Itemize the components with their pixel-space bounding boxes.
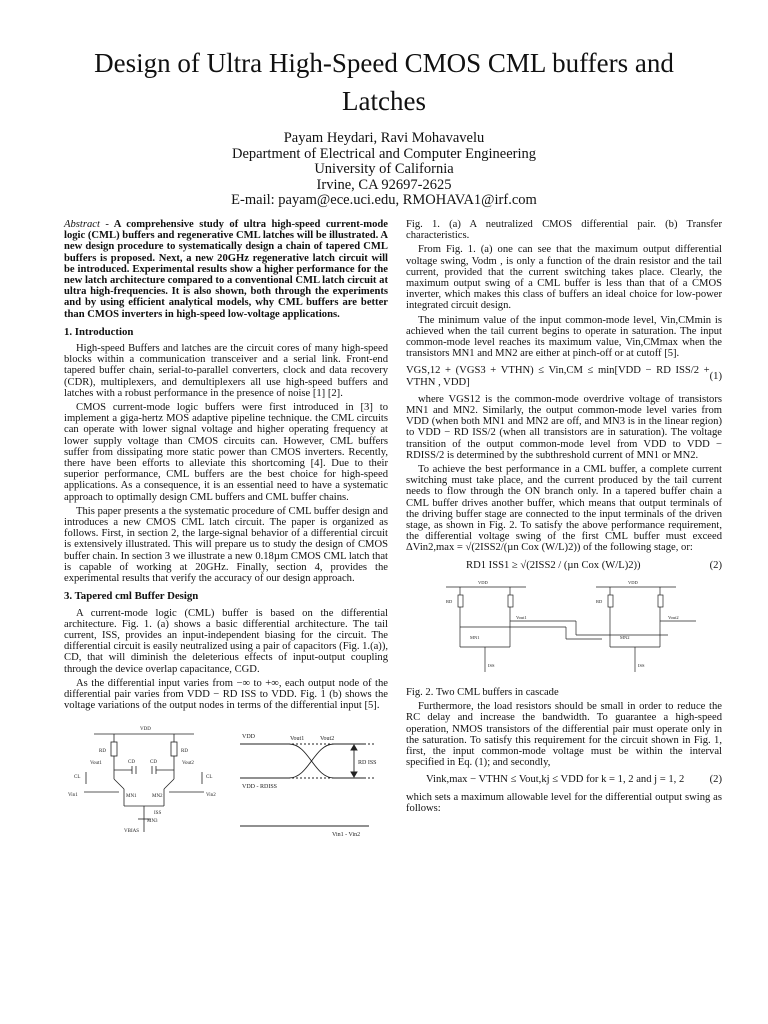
fig2-mn1-label: MN1 [470, 634, 480, 640]
fig1-cl-label: CL [74, 775, 81, 781]
equation-1-body: VGS,12 + (VGS3 + VTHN) ≤ Vin,CM ≤ min[VDD − RD ISS/2 + VTHN , VDD] [406, 365, 710, 388]
fig2-iss-label: ISS [488, 662, 495, 668]
fig2-vout1-label: Vout1 [516, 614, 527, 620]
fig2-iss-label: ISS [638, 662, 645, 668]
fig1-vdd-label: VDD [140, 727, 151, 733]
left-column [64, 219, 388, 844]
section-heading-introduction: 1. Introduction [64, 325, 134, 338]
equation-1 [406, 365, 722, 387]
equation-3 [406, 774, 722, 785]
equation-1-number: (1) [709, 371, 722, 383]
fig1-caption: Fig. 1. (a) A neutralized CMOS differential pair. (b) Transfer characteristics. [406, 219, 722, 242]
fig2-rd-label: RD [596, 598, 603, 604]
equation-2-body: RD1 ISS1 ≥ √(2ISS2 / (µn Cox (W/L)2)) [466, 559, 641, 571]
affiliation: Department of Electrical and Computer Engineering [232, 145, 536, 162]
fig1-mn2-label: MN2 [152, 794, 163, 800]
abstract-lead: Abstract - [64, 219, 109, 230]
fig2-rd-label: RD [446, 598, 453, 604]
equation-2-number: (2) [709, 559, 722, 571]
fig2-caption: Fig. 2. Two CML buffers in cascade [406, 686, 559, 698]
figure-1 [64, 714, 388, 844]
fig1-vin2-label: Vin2 [206, 793, 216, 799]
paragraph: where VGS12 is the common-mode overdrive voltage of transistors MN1 and MN2. Similarly, the output common-mode level varies from VDD (when both MN1 and MN2 are off, and MN3 is in the linear region) to VDD − RD ISS/2 (when all transistors are in saturation). The voltage transition of the output common-mode level from VDD to VDD − RDISS/2 is determined by the subthreshold current of MN1 or MN2. [406, 393, 722, 461]
right-column [406, 219, 722, 817]
fig1-cl-label: CL [206, 775, 213, 781]
fig1b-vout2-label: Vout2 [320, 736, 335, 743]
fig2-vdd-label: VDD [478, 579, 488, 585]
fig1-vbias-label: VBIAS [124, 829, 140, 835]
paragraph: As the differential input varies from −∞ to +∞, each output node of the differential pair varies from VDD − RD ISS to VDD. Fig. 1 (b) shows the voltage variations of the output nodes in terms of the differential input [5]. [64, 677, 388, 712]
figure-2 [406, 577, 722, 687]
fig2-vdd-label: VDD [628, 579, 638, 585]
fig2-vout2-label: Vout2 [668, 614, 679, 620]
figure-2-circuit [446, 587, 696, 672]
fig2-mn2-label: MN2 [620, 634, 630, 640]
paragraph: Furthermore, the load resistors should be small in order to reduce the RC delay and increase the bandwidth. To guarantee a high-speed operation, NMOS transistors of the differential pair must operate only in the saturation. To satisfy this requirement for the circuit shown in Fig. 1, first, the input common-mode voltage must be within the interval specified in Eq. (1); and secondly, [406, 701, 722, 769]
fig1-vout2-label: Vout2 [182, 761, 194, 767]
paragraph: This paper presents a the systematic procedure of CML buffer design and introduces a new CMOS CML latch circuit. The paper is organized as follows. First, in section 2, the large-signal behavior of a differential circuit is extensively illustrated. This will prepare us to study the design of CMOS buffer chain. In section 3 we illustrate a new 0.18µm CMOS CML latch that is capable of working at 20GHz. Finally, section 4, provides the experimental results that verify the accuracy of our design approach. [64, 505, 388, 585]
authors: Payam Heydari, Ravi Mohavavelu [283, 130, 485, 146]
fig1-iss-label: ISS [154, 811, 162, 817]
fig1-mn3-label: MN3 [147, 819, 158, 825]
fig1b-vout1-label: Vout1 [290, 736, 305, 743]
paragraph: From Fig. 1. (a) one can see that the maximum output differential voltage swing, Vodm , is only a function of the drain resistor and the tail current, provided that the current switching takes place. Clearly, the maximum output swing of a CML buffer is less than that of a CMOS inverter, which makes this class of buffers an ideal choice for low-power integrated circuit design. [406, 244, 722, 312]
fig1-mn1-label: MN1 [126, 794, 137, 800]
fig1-vout1-label: Vout1 [90, 761, 102, 767]
fig1-rd-label: RD [181, 749, 188, 755]
city: Irvine, CA 92697-2625 [316, 176, 452, 193]
equation-3-number: (2) [709, 774, 722, 786]
paragraph: CMOS current-mode logic buffers were first introduced in [3] to implement a giga-hertz MOS adaptive pipeline technique. the CML circuits can operate with lower signal voltage and higher operating frequency at lower supply voltage than CMOS circuits can. However, CML buffers suffer from dissipating more static power than CMOS inverters. Recently, there have been efforts to alleviate this shortcoming [4]. Due to their superior performance, CML buffers are the best choice for high-speed applications. As a consequence, it is an essential need to have a systematic approach to optimally design CML buffers and CML buffer chains. [64, 402, 388, 503]
equation-2 [406, 560, 722, 571]
abstract [64, 219, 388, 320]
fig1b-low-label: VDD - RDISS [242, 784, 278, 791]
section-heading-tapered-buffer: 3. Tapered cml Buffer Design [64, 590, 199, 603]
paper-title: Design of Ultra High-Speed CMOS CML buffers and Latches [94, 48, 674, 116]
paragraph: which sets a maximum allowable level for the differential output swing as follows: [406, 791, 722, 814]
fig1b-swing-label: RD ISS [358, 760, 377, 767]
abstract-body: A comprehensive study of ultra high-speed current-mode logic (CML) buffers and regenerative CML latches will be illustrated. A new design procedure to systematically design a chain of tapered CML buffers is proposed. Next, a new 20GHz regenerative latch circuit will be introduced. Experimental results show a higher performance for the new latch architecture compared to a conventional CML latch circuit at ultra high-frequencies. It is also shown, both through the experiments and by using efficient analytical models, why CML buffers are better than CMOS inverters in high-speed low-voltage applications. [64, 219, 388, 320]
author-block [120, 131, 648, 209]
paragraph: High-speed Buffers and latches are the circuit cores of many high-speed blocks within a communication transceiver and a serial link. Front-end tapered buffer chain, serial-to-parallel converters, clock and data recovery (CDR), multiplexers, and demultiplexers all use high-speed buffers and latches with a robust performance in the presence of noise [1] [2]. [64, 343, 388, 399]
fig1-cd-label: CD [150, 760, 157, 766]
fig1-vin1-label: Vin1 [68, 793, 78, 799]
fig1b-vdd-label: VDD [242, 734, 255, 741]
fig1b-xaxis-label: Vin1 - Vin2 [332, 832, 361, 839]
email: E-mail: payam@ece.uci.edu, RMOHAVA1@irf.com [231, 192, 537, 208]
paragraph: To achieve the best performance in a CML buffer, a complete current switching must take place, and the current produced by the tail current needs to flow through the ON branch only. In a tapered buffer chain a CML buffer drives another buffer, which means that output terminals of the driving buffer stage are connected to the input terminals of the driven stage, as shown in Fig. 2. To satisfy the above performance requirement, the differential voltage swing of the first CML buffer must exceed ΔVin2,max = √(2ISS2/(µn Cox (W/L)2)) of the following stage, or: [406, 464, 722, 554]
fig1-rd-label: RD [99, 749, 106, 755]
equation-3-body: Vink,max − VTHN ≤ Vout,kj ≤ VDD for k = 1, 2 and j = 1, 2 [426, 774, 685, 786]
paragraph: The minimum value of the input common-mode level, Vin,CMmin is achieved when the tail current begins to operate in saturation. The input common-mode level reaches its maximum value, Vin,CMmax when the transistors MN1 and MN2 are either at pinch-off or at cutoff [5]. [406, 314, 722, 360]
fig1-cd-label: CD [128, 760, 135, 766]
university: University of California [314, 161, 454, 177]
paragraph: A current-mode logic (CML) buffer is based on the differential architecture. Fig. 1. (a) shows a basic differential architecture. The tail current, ISS, provides an input-independent biasing for the circuit. The differential circuit is easily neutralized using a pair of capacitors (Fig. 1.(a)), CD, that will diminish the deleterious effects of input-output coupling through the device overlap capacitance, CGD. [64, 607, 388, 675]
